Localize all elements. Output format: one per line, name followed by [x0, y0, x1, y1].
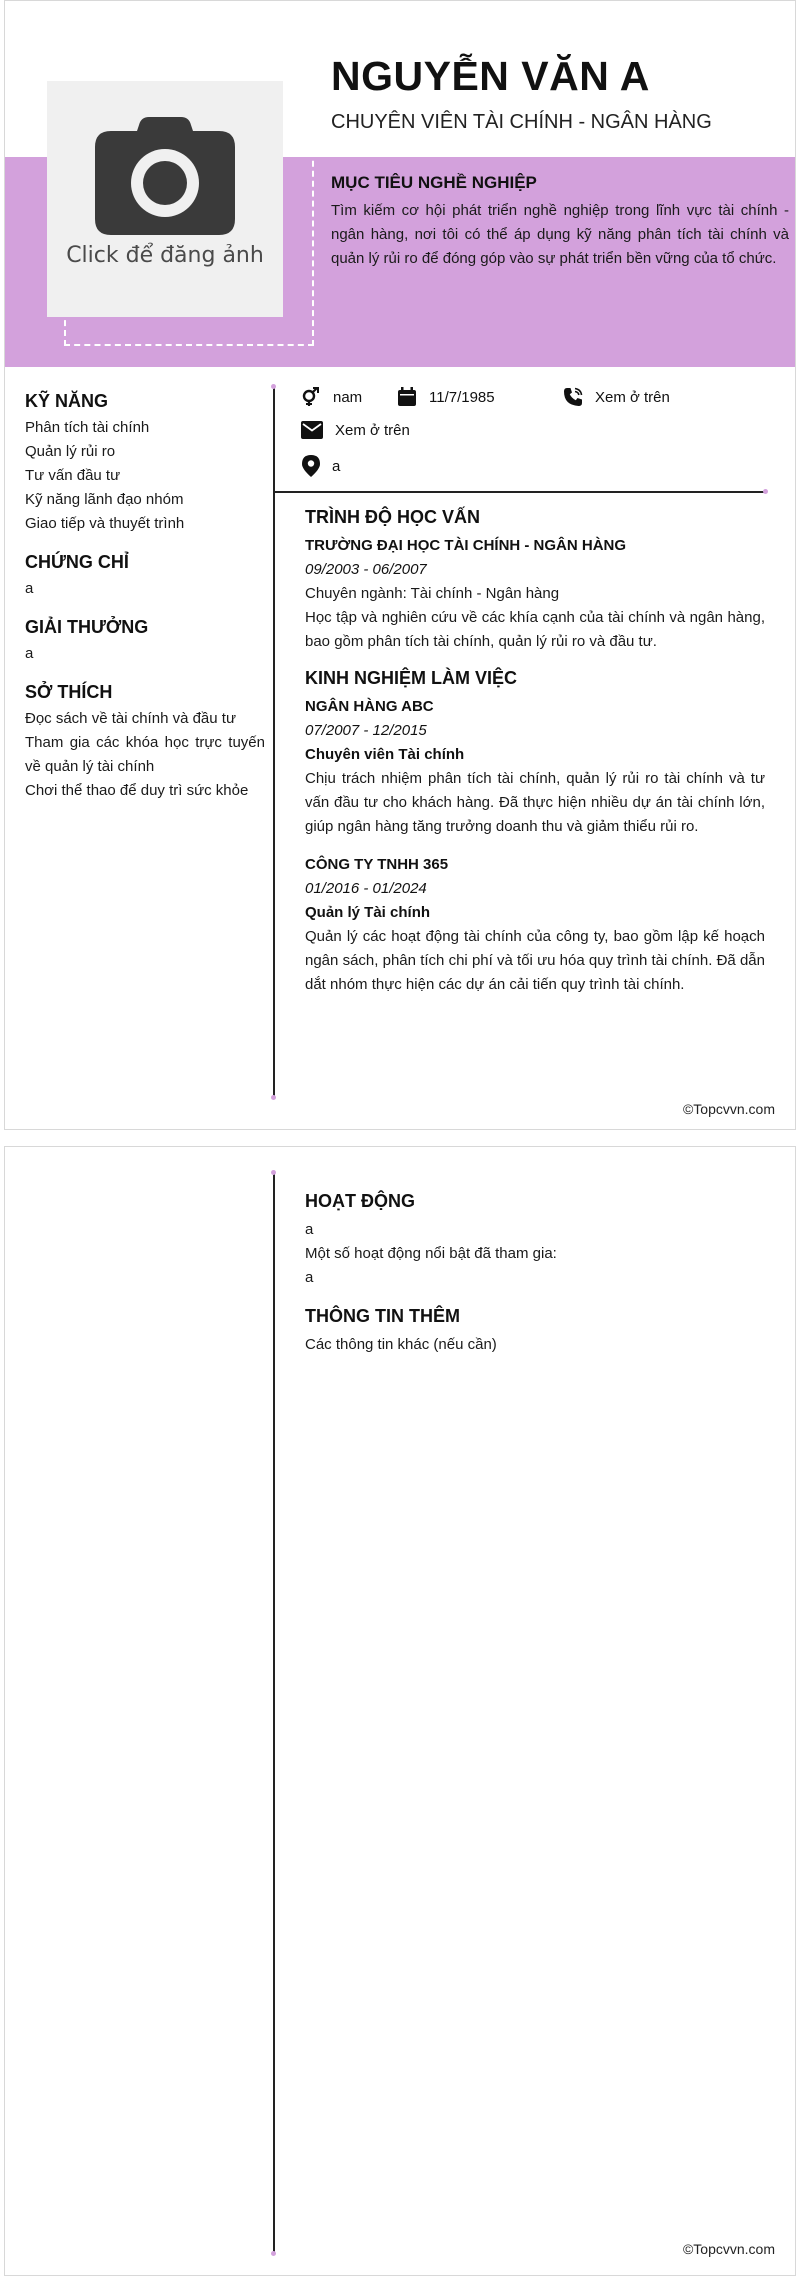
hobby-item[interactable]: Đọc sách về tài chính và đầu tư [25, 710, 236, 727]
phone-value: Xem ở trên [595, 388, 670, 406]
experience-section [305, 668, 765, 997]
camera-icon [95, 117, 235, 235]
objective-text[interactable]: Tìm kiếm cơ hội phát triển nghề nghiệp trong lĩnh vực tài chính - ngân hàng, nơi tôi có thể áp dụng kỹ năng phân tích tài chính và quản lý rủi ro để đóng góp vào sự phát triển bền vững của tổ chức. [331, 202, 789, 267]
left-column [25, 391, 265, 817]
activities-text[interactable]: Một số hoạt động nổi bật đã tham gia: [305, 1245, 557, 1262]
job-role[interactable]: Chuyên viên Tài chính [305, 746, 465, 763]
skills-section [25, 391, 265, 536]
right-column [305, 507, 765, 1011]
contact-birthday[interactable] [397, 387, 495, 407]
activities-text[interactable]: a [305, 1269, 314, 1286]
company-name[interactable]: NGÂN HÀNG ABC [305, 698, 434, 715]
job-description[interactable]: Quản lý các hoạt động tài chính của công ty, bao gồm lập kế hoạch ngân sách, phân tích chi phí và tối ưu hóa quy trình tài chính. Đã dẫn dắt nhóm thực hiện các dự án cải tiến quy trình tài chính. [305, 928, 765, 993]
skill-item[interactable]: Kỹ năng lãnh đạo nhóm [25, 491, 184, 508]
experience-title: KINH NGHIỆM LÀM VIỆC [305, 668, 518, 688]
job-dates[interactable]: 07/2007 - 12/2015 [305, 722, 427, 739]
cv-page-1 [4, 0, 796, 1130]
location-icon [302, 455, 320, 477]
skill-item[interactable]: Quản lý rủi ro [25, 443, 116, 460]
job-dates[interactable]: 01/2016 - 01/2024 [305, 880, 427, 897]
cv-page-2 [4, 1146, 796, 2276]
column-divider [273, 387, 275, 1097]
job-role[interactable]: Quản lý Tài chính [305, 904, 431, 921]
candidate-name[interactable]: NGUYỄN VĂN A [331, 53, 650, 99]
activities-text[interactable]: a [305, 1221, 314, 1238]
education-major[interactable]: Chuyên ngành: Tài chính - Ngân hàng [305, 585, 560, 602]
education-section [305, 507, 765, 654]
education-title: TRÌNH ĐỘ HỌC VẤN [305, 507, 480, 527]
contact-divider [273, 491, 765, 493]
email-icon [301, 421, 323, 439]
skill-item[interactable]: Giao tiếp và thuyết trình [25, 515, 185, 532]
candidate-job-title[interactable]: CHUYÊN VIÊN TÀI CHÍNH - NGÂN HÀNG [331, 111, 712, 133]
education-description[interactable]: Học tập và nghiên cứu về các khía cạnh của tài chính và ngân hàng, bao gồm phân tích tài chính, quản lý rủi ro và đầu tư. [305, 609, 765, 650]
photo-upload-label: Click để đăng ảnh [66, 243, 264, 268]
upload-photo-button[interactable] [47, 81, 283, 317]
gender-value: nam [333, 388, 363, 406]
footer-watermark: ©Topcvvn.com [682, 2241, 775, 2257]
additional-info-section [305, 1306, 765, 1357]
contact-phone[interactable] [563, 387, 670, 407]
address-value: a [332, 457, 341, 475]
awards-title: GIẢI THƯỞNG [25, 617, 149, 637]
hobby-item[interactable]: Chơi thể thao để duy trì sức khỏe [25, 782, 249, 799]
awards-text[interactable]: a [25, 645, 34, 662]
contact-address[interactable] [302, 455, 340, 477]
school-name[interactable]: TRƯỜNG ĐẠI HỌC TÀI CHÍNH - NGÂN HÀNG [305, 537, 627, 554]
certificates-section [25, 552, 265, 601]
footer-watermark: ©Topcvvn.com [682, 1101, 775, 1117]
phone-icon [563, 387, 583, 407]
calendar-icon [397, 387, 417, 407]
company-name[interactable]: CÔNG TY TNHH 365 [305, 856, 449, 873]
contact-gender[interactable] [301, 387, 362, 407]
column-divider [273, 1173, 275, 2253]
birthday-value: 11/7/1985 [429, 388, 495, 406]
skill-item[interactable]: Tư vấn đầu tư [25, 467, 121, 484]
contact-email[interactable] [301, 421, 410, 439]
activities-title: HOẠT ĐỘNG [305, 1191, 415, 1211]
email-value: Xem ở trên [335, 421, 410, 439]
activities-section [305, 1191, 765, 1290]
additional-info-text[interactable]: Các thông tin khác (nếu cần) [305, 1336, 497, 1353]
certificates-text[interactable]: a [25, 580, 34, 597]
hobbies-title: SỞ THÍCH [25, 682, 113, 702]
job-description[interactable]: Chịu trách nhiệm phân tích tài chính, quản lý rủi ro tài chính và tư vấn đầu tư cho khách hàng. Đã thực hiện nhiều dự án tài chính lớn, giúp ngân hàng tăng trưởng doanh thu và giảm thiểu rủi ro. [305, 770, 765, 835]
education-dates[interactable]: 09/2003 - 06/2007 [305, 561, 427, 578]
experience-item [305, 695, 765, 839]
awards-section [25, 617, 265, 666]
hobby-item[interactable]: Tham gia các khóa học trực tuyến về quản lý tài chính [25, 734, 265, 775]
additional-info-title: THÔNG TIN THÊM [305, 1306, 460, 1326]
experience-item [305, 853, 765, 997]
certificates-title: CHỨNG CHỈ [25, 552, 129, 572]
objective-title: MỤC TIÊU NGHỀ NGHIỆP [331, 173, 537, 192]
right-column-page-2 [305, 1191, 765, 1371]
skills-title: KỸ NĂNG [25, 391, 109, 411]
skill-item[interactable]: Phân tích tài chính [25, 419, 150, 436]
hobbies-section [25, 682, 265, 803]
gender-icon [301, 387, 321, 407]
